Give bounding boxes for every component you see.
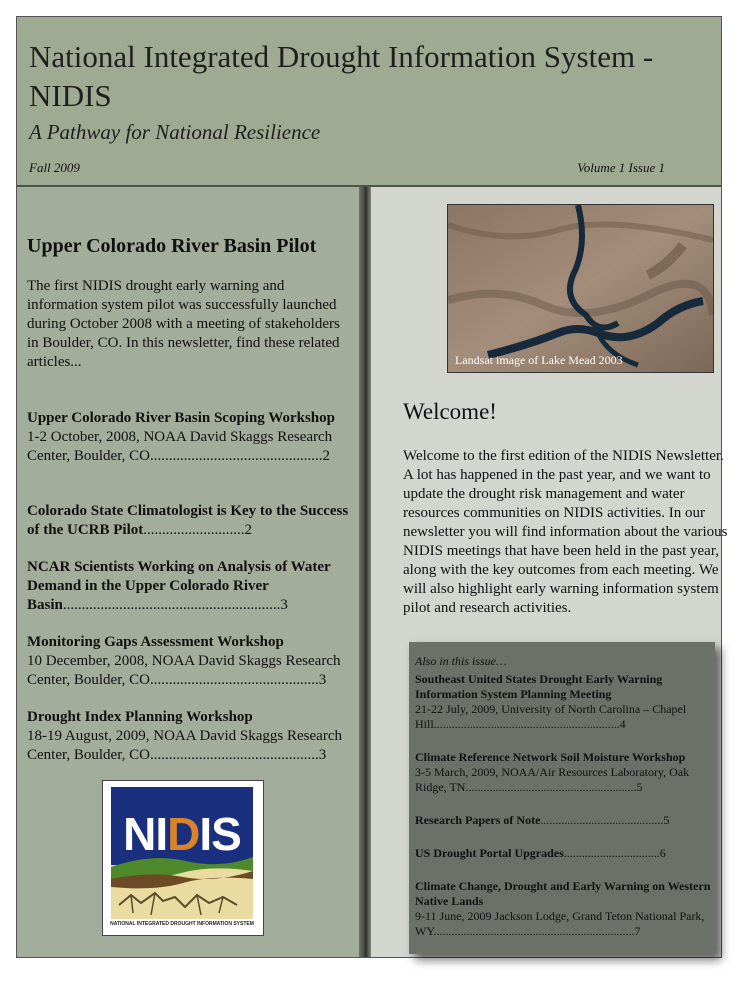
article-title: Colorado State Climatologist is Key to the Success of the UCRB Pilot: [27, 503, 349, 538]
pilot-intro: The first NIDIS drought early warning and information system pilot was successfully launched during October 2008 with a meeting of stakeholders in Boulder, CO. In this newsletter, find these related articles...: [27, 278, 340, 370]
article-title: US Drought Portal Upgrades: [415, 846, 564, 860]
article-title: Southeast United States Drought Early Warning Information System Planning Meeting: [415, 672, 663, 701]
article-entry[interactable]: [27, 558, 357, 615]
article-detail: ..........................................................3: [62, 597, 288, 613]
column-divider: [359, 187, 371, 957]
issue-article[interactable]: [415, 813, 711, 828]
article-entry[interactable]: [27, 502, 357, 540]
article-title: Monitoring Gaps Assessment Workshop: [27, 634, 284, 650]
article-title: NCAR Scientists Working on Analysis of Water Demand in the Upper Colorado River Basin: [27, 559, 331, 613]
article-detail: 1-2 October, 2008, NOAA David Skaggs Research Center, Boulder, CO..............................................2: [27, 429, 333, 464]
issue-date: Fall 2009: [29, 160, 80, 175]
article-detail: ...........................2: [143, 522, 252, 538]
article-entry[interactable]: [27, 409, 357, 466]
welcome-heading: Welcome!: [403, 399, 497, 424]
pilot-heading: Upper Colorado River Basin Pilot: [27, 235, 317, 257]
article-detail: 18-19 August, 2009, NOAA David Skaggs Research Center, Boulder, CO.............................................3: [27, 728, 342, 763]
newsletter-subtitle: A Pathway for National Resilience: [29, 120, 321, 144]
newsletter-page: [16, 16, 728, 958]
lake-mead-photo: [447, 204, 714, 373]
article-detail: 21-22 July, 2009, University of North Carolina – Chapel Hill..............................................................4: [415, 702, 687, 731]
article-detail: 3-5 March, 2009, NOAA/Air Resources Laboratory, Oak Ridge, TN.........................................................5: [415, 765, 690, 794]
article-detail: 9-11 June, 2009 Jackson Lodge, Grand Teton National Park, WY...................................................................7: [415, 909, 705, 938]
nidis-logo: [102, 780, 264, 936]
also-in-issue-label: Also in this issue…: [415, 654, 507, 668]
masthead: [17, 17, 721, 187]
left-column: [17, 187, 359, 957]
issue-article[interactable]: [415, 879, 711, 939]
article-entry[interactable]: [27, 633, 357, 690]
issue-volume: Volume 1 Issue 1: [577, 160, 665, 175]
article-detail: .........................................5: [540, 813, 670, 827]
article-title: Research Papers of Note: [415, 813, 541, 827]
issue-article[interactable]: [415, 672, 711, 732]
satellite-image: [448, 205, 713, 372]
article-title: Climate Change, Drought and Early Warning on Western Native Lands: [415, 879, 711, 908]
newsletter-title: National Integrated Drought Information System - NIDIS: [29, 39, 654, 113]
photo-caption: Landsat image of Lake Mead 2003: [455, 353, 623, 367]
logo-graphic: [111, 787, 253, 919]
article-entry[interactable]: [27, 708, 357, 765]
article-title: Drought Index Planning Workshop: [27, 709, 253, 725]
article-detail: ................................6: [563, 846, 666, 860]
article-detail: 10 December, 2008, NOAA David Skaggs Research Center, Boulder, CO.............................................3: [27, 653, 341, 688]
article-title: Upper Colorado River Basin Scoping Workshop: [27, 410, 335, 426]
welcome-text: Welcome to the first edition of the NIDIS Newsletter. A lot has happened in the past year, and we want to update the drought risk management and water resources communities on NIDIS activities. In our newsletter you will find information about the various NIDIS meetings that have been held in the past year, along with the key outcomes from each meeting. We will also highlight early warning information system pilot and research activities.: [403, 448, 728, 616]
issue-article[interactable]: [415, 750, 711, 795]
logo-caption: NATIONAL INTEGRATED DROUGHT INFORMATION SYSTEM: [110, 921, 254, 927]
also-in-issue-box: [409, 642, 715, 954]
logo-wordmark: NIDIS: [123, 808, 241, 860]
issue-article[interactable]: [415, 846, 711, 861]
article-title: Climate Reference Network Soil Moisture Workshop: [415, 750, 686, 764]
